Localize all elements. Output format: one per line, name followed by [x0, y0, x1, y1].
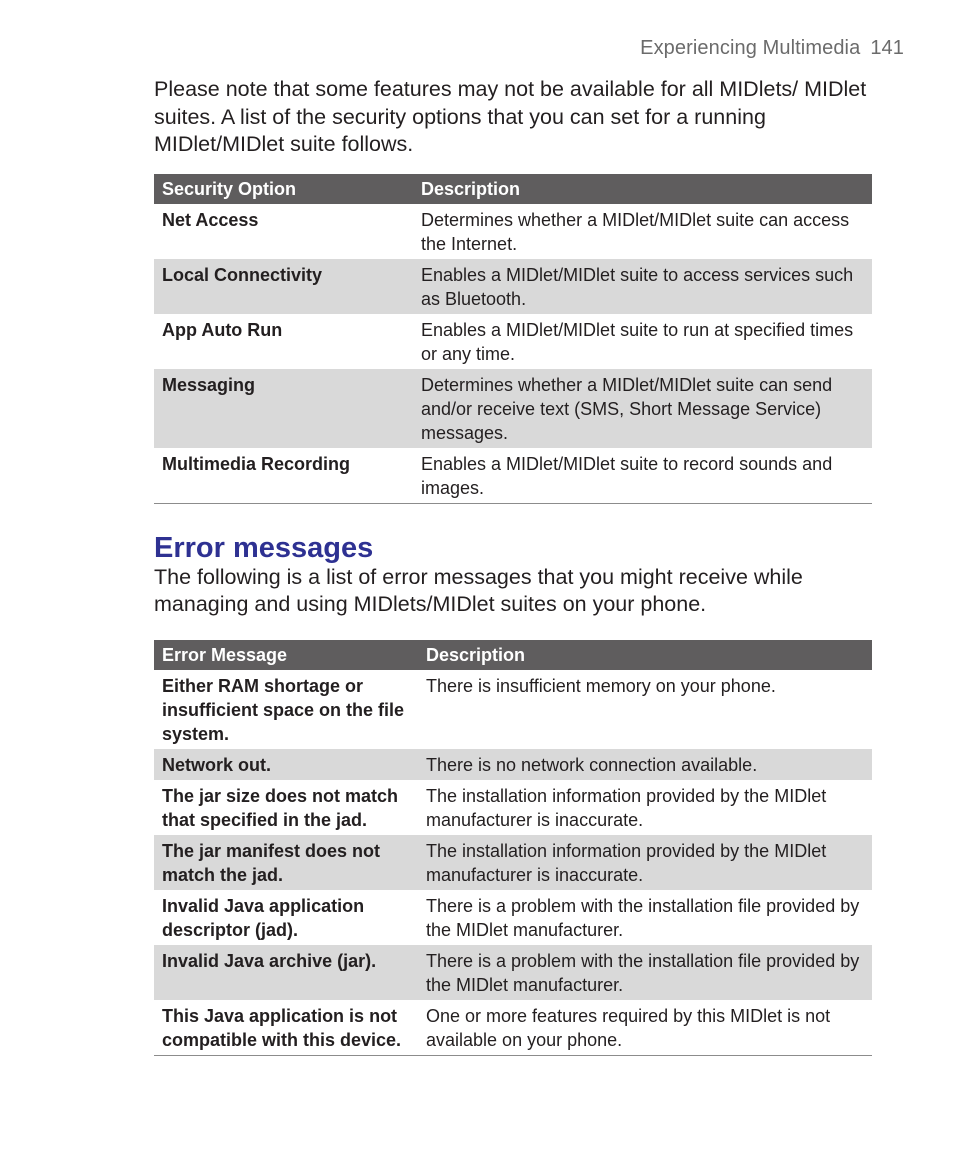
error-message-cell: This Java application is not compatible with this device.: [154, 1000, 418, 1056]
running-header: [640, 37, 904, 60]
description-cell: There is insufficient memory on your phone.: [426, 675, 776, 696]
column-header-error-message: Error Message: [154, 640, 418, 670]
description-cell: One or more features required by this MIDlet is not available on your phone.: [418, 1000, 872, 1056]
column-header-description: Description: [413, 174, 872, 204]
table-row: [154, 204, 872, 259]
description-cell: Determines whether a MIDlet/MIDlet suite can send and/or receive text (SMS, Short Message Service) messages.: [413, 369, 872, 448]
table-header-row: [154, 174, 872, 204]
error-message-cell: Network out.: [154, 749, 418, 780]
error-messages-table: [154, 640, 872, 1056]
security-option-cell: Net Access: [162, 209, 259, 230]
table-row: [154, 448, 872, 504]
table-row: [154, 1000, 872, 1056]
table-header-row: [154, 640, 872, 670]
intro-paragraph: Please note that some features may not be available for all MIDlets/ MIDlet suites. A list of the security options that you can set for a running MIDlet/MIDlet suite follows.: [154, 77, 867, 156]
error-intro-paragraph: The following is a list of error messages that you might receive while managing and using MIDlets/MIDlet suites on your phone.: [154, 564, 803, 616]
error-message-cell: Invalid Java archive (jar).: [154, 945, 418, 1000]
description-cell: Determines whether a MIDlet/MIDlet suite can access the Internet.: [421, 209, 850, 254]
table-row: [154, 780, 872, 835]
description-cell: Enables a MIDlet/MIDlet suite to access services such as Bluetooth.: [413, 259, 872, 314]
table-row: [154, 749, 872, 780]
table-row: [154, 945, 872, 1000]
description-cell: The installation information provided by the MIDlet manufacturer is inaccurate.: [426, 785, 827, 830]
description-cell: Enables a MIDlet/MIDlet suite to run at specified times or any time.: [421, 319, 854, 364]
column-header-option: Security Option: [154, 174, 413, 204]
table-row: [154, 890, 872, 945]
description-cell: There is a problem with the installation file provided by the MIDlet manufacturer.: [418, 945, 872, 1000]
security-option-cell: Messaging: [154, 369, 413, 448]
column-header-description: Description: [418, 640, 872, 670]
description-cell: The installation information provided by the MIDlet manufacturer is inaccurate.: [418, 835, 872, 890]
description-cell: There is a problem with the installation file provided by the MIDlet manufacturer.: [426, 895, 860, 940]
security-option-cell: Local Connectivity: [154, 259, 413, 314]
error-message-cell: The jar manifest does not match the jad.: [154, 835, 418, 890]
error-message-cell: The jar size does not match that specified in the jad.: [162, 785, 399, 830]
table-row: [154, 369, 872, 448]
security-options-table: [154, 174, 872, 504]
security-option-cell: App Auto Run: [162, 319, 283, 340]
table-row: [154, 835, 872, 890]
description-cell: Enables a MIDlet/MIDlet suite to record sounds and images.: [413, 448, 872, 504]
table-row: [154, 259, 872, 314]
page-content: [154, 76, 872, 1056]
description-cell: There is no network connection available.: [418, 749, 872, 780]
section-heading: Error messages: [154, 531, 374, 564]
table-row: [154, 314, 872, 369]
section-title: Experiencing Multimedia: [640, 37, 861, 59]
error-message-cell: Invalid Java application descriptor (jad).: [162, 895, 365, 940]
page-number: 141: [870, 37, 904, 59]
table-row: [154, 670, 872, 749]
security-option-cell: Multimedia Recording: [154, 448, 413, 504]
error-message-cell: Either RAM shortage or insufficient space on the file system.: [162, 675, 405, 744]
